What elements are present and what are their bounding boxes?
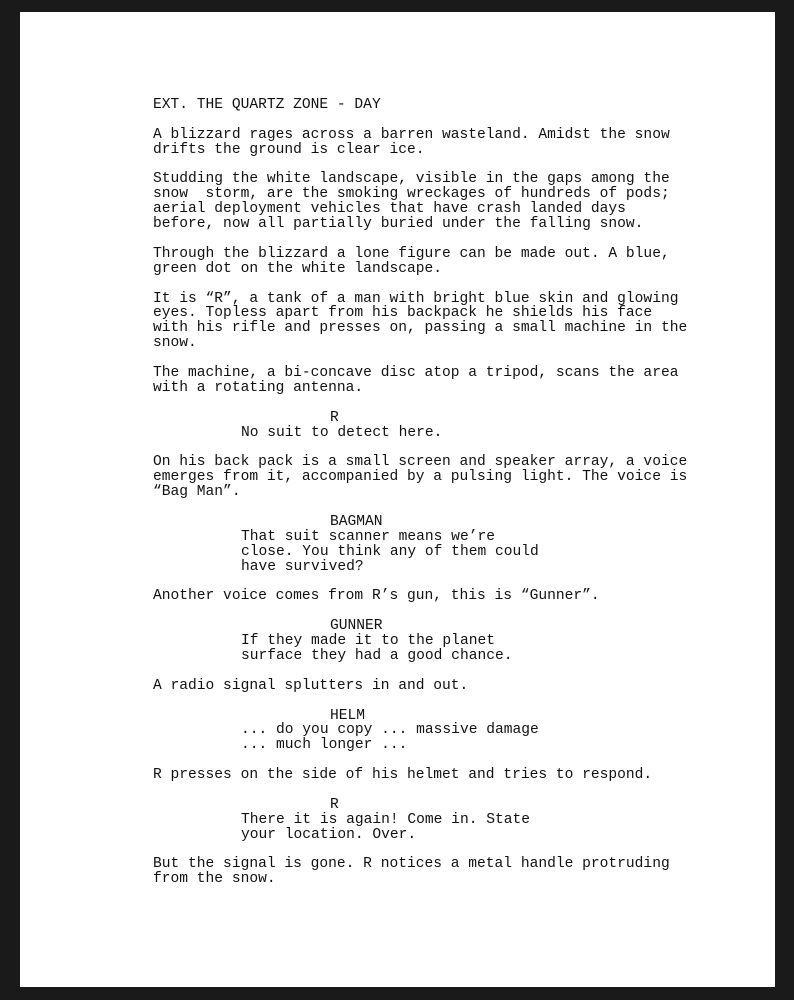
screenplay-body [153, 98, 693, 887]
action-block [153, 857, 693, 887]
dialogue-line: have survived? [241, 558, 364, 575]
character-name: HELM [330, 707, 366, 724]
action-line: A blizzard rages across a barren wasteland. Amidst the snow [153, 126, 670, 143]
dialogue-line: surface they had a good chance. [241, 647, 513, 664]
action-line: “Bag Man”. [153, 484, 241, 501]
dialogue-line: ... much longer ... [241, 737, 408, 754]
action-line: But the signal is gone. R notices a metal handle protruding [153, 856, 670, 873]
character-name: GUNNER [330, 618, 383, 635]
action-line: before, now all partially buried under the falling snow. [153, 216, 644, 233]
action-line: Another voice comes from R’s gun, this is “Gunner”. [153, 588, 600, 605]
dialogue-line: That suit scanner means we’re [241, 528, 495, 545]
dialogue-line: ... do you copy ... massive damage [241, 722, 539, 739]
action-line: On his back pack is a small screen and speaker array, a voice [153, 454, 688, 471]
dialogue-block [153, 515, 693, 575]
action-line: with his rifle and presses on, passing a small machine in the [153, 320, 688, 337]
action-block [153, 172, 693, 232]
action-line: Through the blizzard a lone figure can be made out. A blue, [153, 245, 670, 262]
character-name: BAGMAN [330, 513, 383, 530]
dialogue-block [153, 798, 693, 843]
action-block [153, 366, 693, 396]
action-line: snow. [153, 335, 197, 352]
dialogue-block [153, 411, 693, 441]
action-line: The machine, a bi-concave disc atop a tripod, scans the area [153, 365, 679, 382]
action-line: snow storm, are the smoking wreckages of hundreds of pods; [153, 186, 670, 203]
action-line: Studding the white landscape, visible in the gaps among the [153, 171, 670, 188]
action-line: with a rotating antenna. [153, 379, 364, 396]
action-block [153, 292, 693, 352]
action-line: It is “R”, a tank of a man with bright blue skin and glowing [153, 290, 679, 307]
character-name: R [330, 409, 339, 426]
dialogue-line: your location. Over. [241, 826, 417, 843]
dialogue-line: close. You think any of them could [241, 543, 539, 560]
dialogue-block [153, 709, 693, 754]
action-line: drifts the ground is clear ice. [153, 141, 425, 158]
scene-heading: EXT. THE QUARTZ ZONE - DAY [153, 97, 381, 113]
dialogue-line: No suit to detect here. [241, 424, 443, 441]
action-block [153, 768, 693, 783]
action-line: eyes. Topless apart from his backpack he shields his face [153, 305, 653, 322]
screenplay-page [20, 12, 775, 987]
action-line: A radio signal splutters in and out. [153, 677, 469, 694]
dialogue-line: If they made it to the planet [241, 633, 495, 650]
action-line: green dot on the white landscape. [153, 260, 443, 277]
character-name: R [330, 796, 339, 813]
action-line: from the snow. [153, 871, 276, 888]
action-block [153, 128, 693, 158]
action-block [153, 247, 693, 277]
action-line: R presses on the side of his helmet and tries to respond. [153, 767, 653, 784]
action-line: aerial deployment vehicles that have crash landed days [153, 201, 626, 218]
action-block [153, 589, 693, 604]
dialogue-block [153, 619, 693, 664]
action-block [153, 455, 693, 500]
action-line: emerges from it, accompanied by a pulsing light. The voice is [153, 469, 688, 486]
dialogue-line: There it is again! Come in. State [241, 811, 531, 828]
action-block [153, 679, 693, 694]
